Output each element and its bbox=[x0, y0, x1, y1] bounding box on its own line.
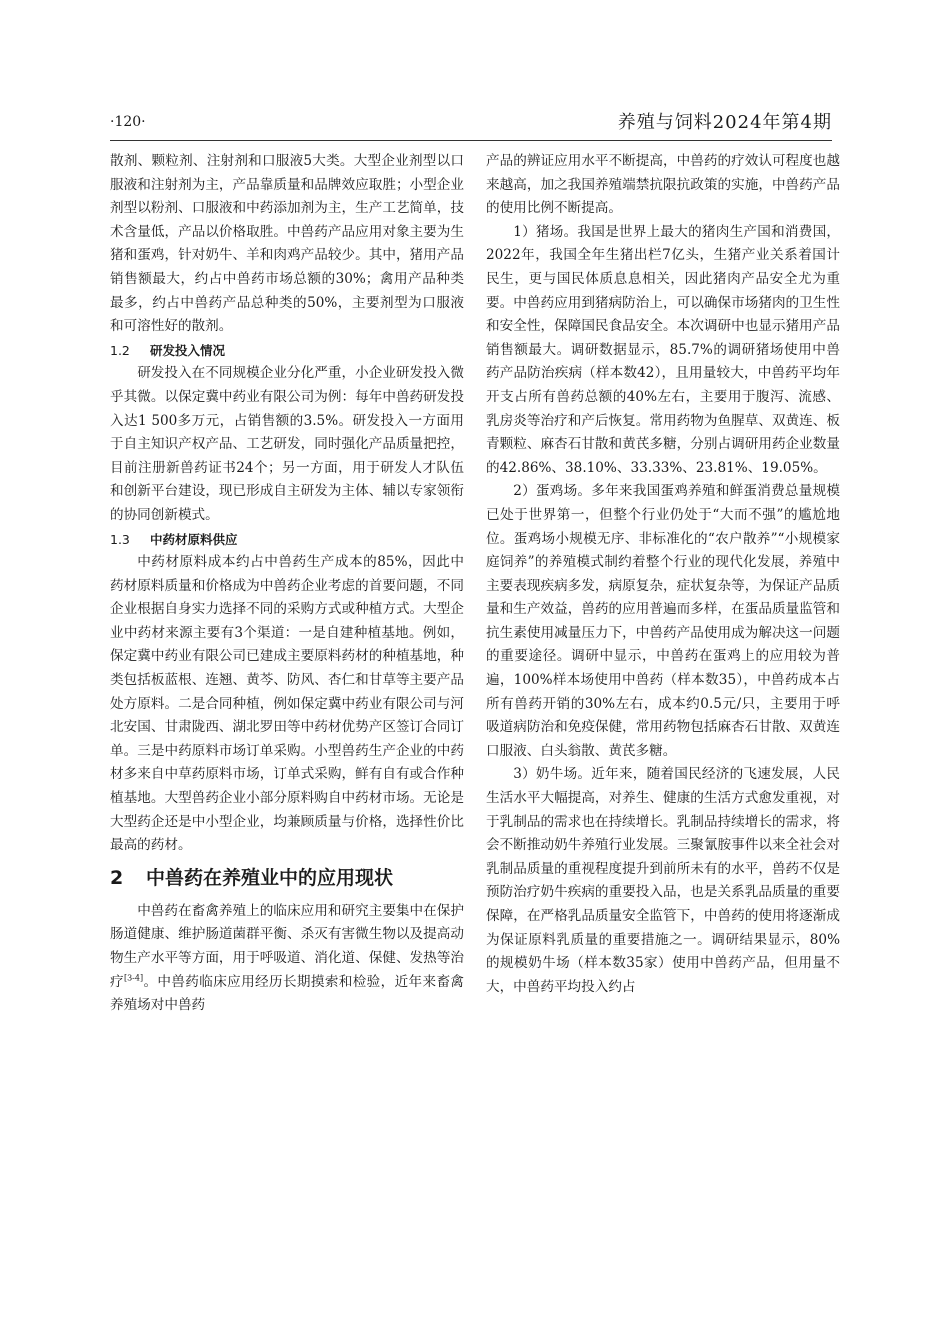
paragraph-text: 。中兽药临床应用经历长期摸索和检验，近年来畜禽养殖场对中兽药 bbox=[110, 973, 464, 1014]
paragraph-text: 中兽药在畜禽养殖上的临床应用和研究主要集中在保护肠道健康、维护肠道菌群平衡、杀灭有害微生物以及提高动物生产水平等方面，用于呼吸道、消化道、保健、发热等治疗 bbox=[110, 902, 464, 990]
paragraph: 产品的辨证应用水平不断提高，中兽药的疗效认可程度也越来越高，加之我国养殖端禁抗限抗政策的实施，中兽药产品的使用比例不断提高。 bbox=[486, 153, 840, 217]
page-number: ·120· bbox=[110, 114, 146, 130]
paragraph-layer-farm: 2）蛋鸡场。多年来我国蛋鸡养殖和鲜蛋消费总量规模已处于世界第一，但整个行业仍处于“大而不强”的尴尬地位。蛋鸡场小规模无序、非标准化的“农户散养”“小规模家庭饲养”的养殖模式制约着整个行业的现代化发展，养殖中主要表现疾病多发，病原复杂，症状复杂等，为保证产品质量和生产效益，兽药的应用普遍而多样，在蛋品质量监管和抗生素使用减量压力下，中兽药产品使用成为解决这一问题的重要途径。调研中显示，中兽药在蛋鸡上的应用较为普遍，100%样本场使用中兽药（样本数35），中兽药成本占所有兽药开销的30%左右，成本约0.5元/只，主要用于呼吸道病防治和免疫保健，常用药物包括麻杏石甘散、双黄连口服液、白头翁散、黄芪多糖。 bbox=[486, 483, 840, 759]
section-title: 中药材原料供应 bbox=[150, 531, 238, 547]
section-number: 1.2 bbox=[110, 342, 130, 358]
header-rule bbox=[110, 140, 832, 141]
section-number: 1.3 bbox=[110, 531, 130, 547]
paragraph: 中药材原料成本约占中兽药生产成本的85%，因此中药材原料质量和价格成为中兽药企业考虑的首要问题，不同企业根据自身实力选择不同的采购方式或种植方式。大型企业中药材来源主要有3个渠道：一是自建种植基地。例如，保定冀中药业有限公司已建成主要原料药材的种植基地，种类包括板蓝根、连翘、黄芩、防风、杏仁和甘草等主要产品处方原料。二是合同种植，例如保定冀中药业有限公司与河北安国、甘肃陇西、湖北罗田等中药材优势产区签订合同订单。三是中药原料市场订单采购。小型兽药生产企业的中药材多来自中草药原料市场，订单式采购，鲜有自有或合作种植基地。大型兽药企业小部分原料购自中药材市场。无论是大型药企还是中小型企业，均兼顾质量与价格，选择性价比最高的药材。 bbox=[110, 554, 464, 854]
left-column bbox=[110, 150, 464, 1018]
journal-title: 养殖与饲料2024年第4期 bbox=[617, 112, 832, 133]
section-number: 2 bbox=[110, 866, 124, 889]
section-title: 中兽药在养殖业中的应用现状 bbox=[146, 866, 394, 889]
paragraph-pig-farm: 1）猪场。我国是世界上最大的猪肉生产国和消费国，2022年，我国全年生猪出栏7亿头，生猪产业关系着国计民生，更与国民体质息息相关，因此猪肉产品安全尤为重要。中兽药应用到猪病防治上，可以确保市场猪肉的卫生性和安全性，保障国民食品安全。本次调研中也显示猪用产品销售额最大。调研数据显示，85.7%的调研猪场使用中兽药产品防治疾病（样本数42），且用量较大，中兽药平均年开支占所有兽药总额的40%左右，主要用于腹泻、流感、乳房炎等治疗和产后恢复。常用药物为鱼腥草、双黄连、板青颗粒、麻杏石甘散和黄芪多糖，分别占调研用药企业数量的42.86%、38.10%、33.33%、23.81%、19.05%。 bbox=[486, 223, 840, 476]
paragraph: 散剂、颗粒剂、注射剂和口服液5大类。大型企业剂型以口服液和注射剂为主，产品靠质量和品牌效应取胜；小型企业剂型以粉剂、口服液和中药添加剂为主，生产工艺简单，技术含量低，产品以价格取胜。中兽药产品应用对象主要为生猪和蛋鸡，针对奶牛、羊和肉鸡产品较少。其中，猪用产品销售额最大，约占中兽药市场总额的30%；禽用产品种类最多，约占中兽药产品总种类的50%，主要剂型为口服液和可溶性好的散剂。 bbox=[110, 153, 464, 335]
section-heading-2 bbox=[110, 864, 464, 892]
section-heading-1-2 bbox=[110, 339, 464, 363]
section-heading-1-3 bbox=[110, 528, 464, 552]
paragraph-dairy-farm: 3）奶牛场。近年来，随着国民经济的飞速发展，人民生活水平大幅提高，对养生、健康的生活方式愈发重视，对于乳制品的需求也在持续增长。乳制品持续增长的需求，将会不断推动奶牛养殖行业发展。三聚氰胺事件以来全社会对乳制品质量的重视程度提升到前所未有的水平，兽药不仅是预防治疗奶牛疾病的重要投入品，也是关系乳品质量的重要保障，在严格乳品质量安全监管下，中兽药的使用将逐渐成为保证原料乳质量的重要措施之一。调研结果显示，80%的规模奶牛场（样本数35家）使用中兽药产品，但用量不大，中兽药平均投入约占 bbox=[486, 766, 840, 995]
right-column bbox=[486, 150, 840, 999]
paragraph bbox=[110, 900, 464, 1018]
citation-ref: [3-4] bbox=[123, 973, 144, 983]
page-header bbox=[110, 108, 832, 140]
section-title: 研发投入情况 bbox=[150, 342, 226, 358]
paragraph: 研发投入在不同规模企业分化严重，小企业研发投入微乎其微。以保定冀中药业有限公司为例：每年中兽药研发投入达1 500多万元，占销售额的3.5%。研发投入一方面用于自主知识产权产品、工艺研发，同时强化产品质量把控，目前注册新兽药证书24个；另一方面，用于研发人才队伍和创新平台建设，现已形成自主研发为主体、辅以专家领衔的协同创新模式。 bbox=[110, 365, 464, 523]
